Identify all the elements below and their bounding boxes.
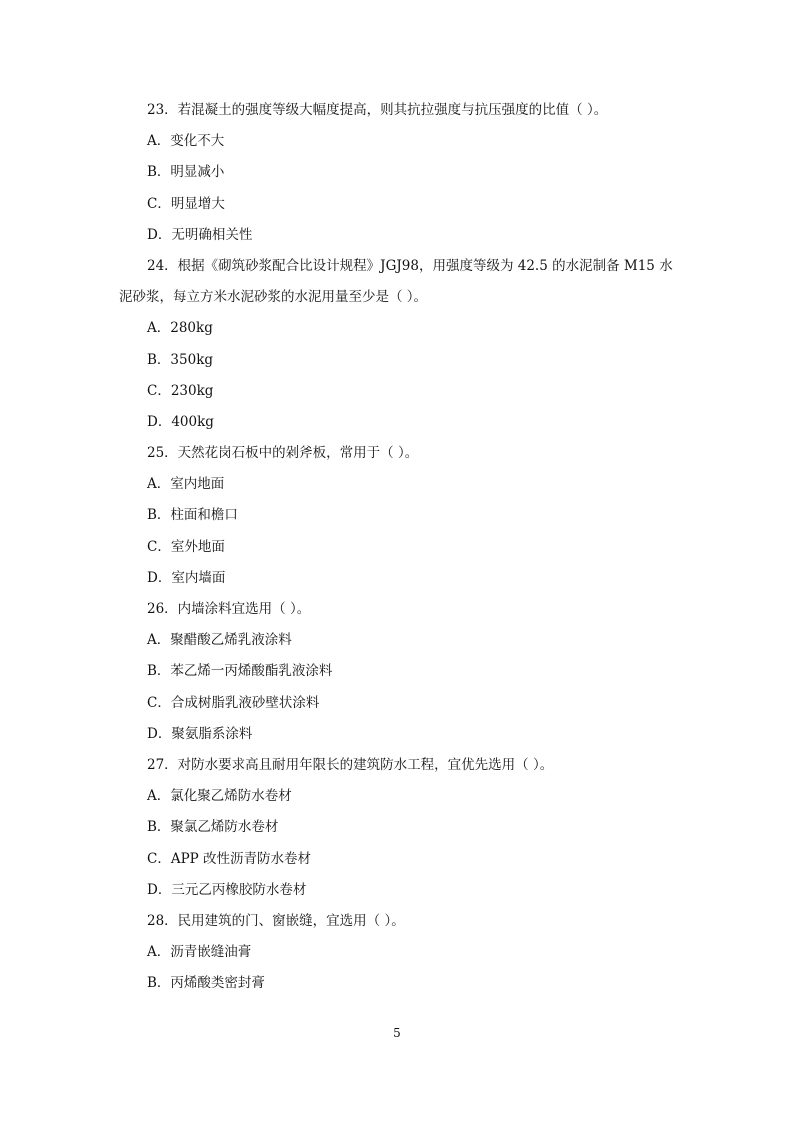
question-26-option-c: C．合成树脂乳液砂壁状涂料 (147, 694, 320, 711)
question-list (119, 100, 679, 1004)
question-24-option-c: C．230kg (147, 382, 214, 399)
question-25-option-c: C．室外地面 (147, 538, 225, 555)
question-27-option-d: D．三元乙丙橡胶防水卷材 (147, 881, 307, 898)
question-25-stem: 25．天然花岗石板中的剁斧板，常用于（ ）。 (147, 445, 419, 462)
question-24-option-d: D．400kg (147, 413, 214, 430)
question-27-option-a: A．氯化聚乙烯防水卷材 (147, 788, 292, 805)
question-23-option-a: A．变化不大 (147, 133, 225, 150)
question-24-stem-line-2: 泥砂浆，每立方米水泥砂浆的水泥用量至少是（ ）。 (119, 289, 428, 306)
question-24-option-a: A．280kg (147, 320, 213, 337)
question-26-stem: 26．内墙涂料宜选用（ ）。 (147, 601, 311, 617)
question-25-option-a: A．室内地面 (147, 476, 225, 493)
question-27-option-c: C．APP 改性沥青防水卷材 (147, 850, 312, 867)
question-26-option-a: A．聚醋酸乙烯乳液涂料 (147, 632, 292, 649)
question-23-option-d: D．无明确相关性 (147, 226, 253, 243)
page-number: 5 (393, 1026, 401, 1040)
question-24-stem-line-1: 24．根据《砌筑砂浆配合比设计规程》JGJ98，用强度等级为 42.5 的水泥制备 M15 水 (147, 257, 673, 274)
question-25-option-d: D．室内墙面 (147, 569, 226, 586)
question-23-option-b: B．明显减小 (147, 164, 225, 181)
question-26-option-b: B．苯乙烯一丙烯酸酯乳液涂料 (147, 663, 333, 680)
question-28-stem: 28．民用建筑的门、窗嵌缝，宜选用（ ）。 (147, 912, 405, 929)
question-27-stem: 27．对防水要求高且耐用年限长的建筑防水工程，宜优先选用（ ）。 (147, 756, 554, 773)
question-28-option-a: A．沥青嵌缝油膏 (147, 944, 252, 961)
question-27-option-b: B．聚氯乙烯防水卷材 (147, 819, 279, 836)
question-28-option-b: B．丙烯酸类密封膏 (147, 975, 265, 992)
question-25-option-b: B．柱面和檐口 (147, 507, 238, 524)
question-23-stem: 23．若混凝土的强度等级大幅度提高，则其抗拉强度与抗压强度的比值（ ）。 (147, 102, 608, 118)
question-24-option-b: B．350kg (147, 351, 214, 368)
question-26-option-d: D．聚氨脂系涂料 (147, 725, 253, 742)
question-23-option-c: C．明显增大 (147, 195, 225, 212)
